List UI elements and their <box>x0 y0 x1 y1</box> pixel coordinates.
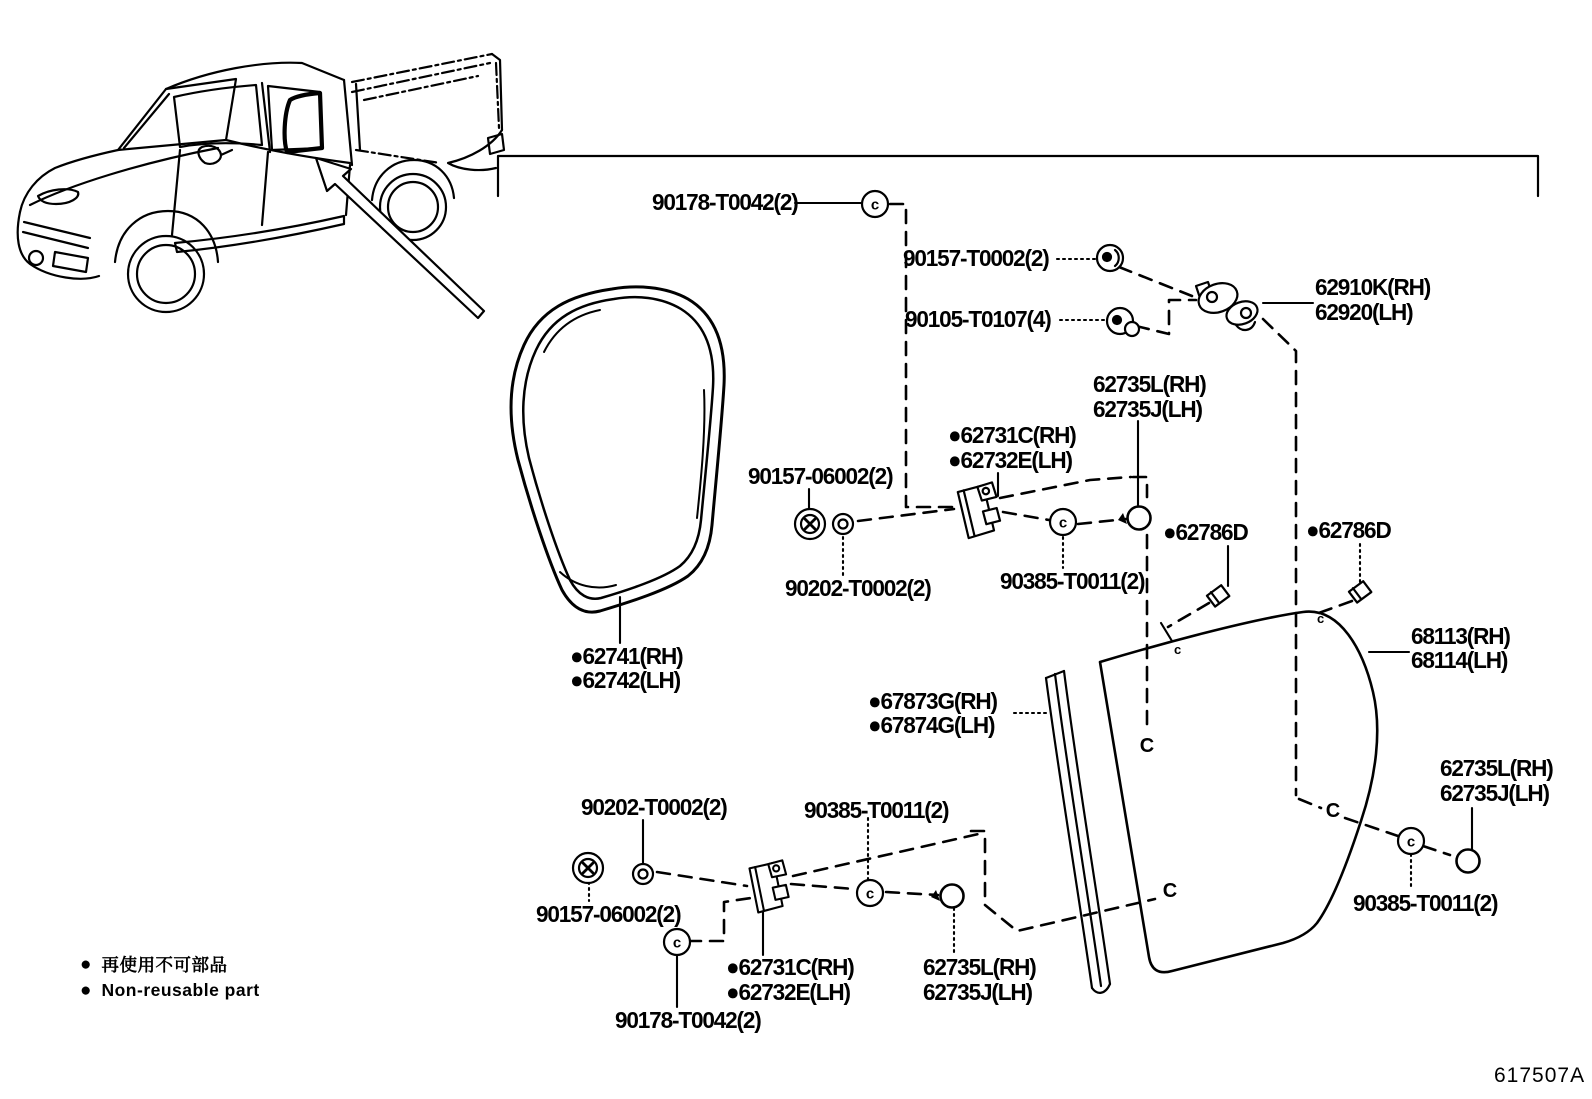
part-label-90157-06002-up[interactable]: 90157-06002(2) <box>748 463 893 489</box>
part-label-62786d-left[interactable]: ●62786D <box>1163 519 1248 545</box>
legend-text-en: Non-reusable part <box>101 979 260 1000</box>
bolt-icon <box>1107 308 1139 336</box>
svg-text:c: c <box>1317 611 1325 626</box>
part-label-62731c-low[interactable]: ●62731C(RH) <box>726 954 854 980</box>
part-label-62732e-low[interactable]: ●62732E(LH) <box>726 979 850 1005</box>
part-label-67873g-rh[interactable]: ●67873G(RH) <box>868 688 997 714</box>
part-label-90178-t0042-top[interactable]: 90178-T0042(2) <box>652 189 798 215</box>
grommet-icon <box>833 514 853 534</box>
location-arrow <box>316 158 484 318</box>
part-label-62735l-mid[interactable]: 62735L(RH) <box>1093 371 1206 397</box>
edge-c-mark <box>1174 642 1181 657</box>
part-label-62735l-low[interactable]: 62735L(RH) <box>923 954 1036 980</box>
screw-icon <box>795 509 825 539</box>
part-label-90385-t0011-up[interactable]: 90385-T0011(2) <box>1000 568 1145 594</box>
part-label-62735j-right[interactable]: 62735J(LH) <box>1440 780 1549 806</box>
part-label-62732e-mid[interactable]: ●62732E(LH) <box>948 447 1072 473</box>
diagram-code: 617507A <box>1494 1064 1586 1087</box>
non-reusable-bullet-icon: ● <box>80 979 92 1001</box>
svg-text:c: c <box>1174 642 1182 657</box>
c-marker-icon <box>1398 828 1424 854</box>
grommet-icon <box>633 864 653 884</box>
part-label-68114-lh[interactable]: 68114(LH) <box>1411 647 1508 673</box>
part-label-90105-t0107[interactable]: 90105-T0107(4) <box>905 306 1051 332</box>
quarter-glass-illustration <box>1100 612 1377 973</box>
part-label-62786d-right[interactable]: ●62786D <box>1306 517 1391 543</box>
part-label-62920-lh[interactable]: 62920(LH) <box>1315 299 1413 325</box>
part-label-90385-t0011-low[interactable]: 90385-T0011(2) <box>804 797 949 823</box>
weatherstrip-illustration <box>511 287 724 612</box>
holder-icon <box>931 885 964 908</box>
svg-text:c: c <box>1406 833 1416 851</box>
part-label-90178-t0042-low[interactable]: 90178-T0042(2) <box>615 1007 761 1033</box>
part-label-68113-rh[interactable]: 68113(RH) <box>1411 623 1510 649</box>
section-markers <box>1140 735 1340 902</box>
legend-row-jp <box>80 951 260 977</box>
glass-run-illustration <box>1046 671 1110 993</box>
c-marker-icon <box>862 191 888 217</box>
screw-icon <box>573 853 603 883</box>
c-marker-icon <box>1050 509 1076 535</box>
svg-text:c: c <box>865 885 875 903</box>
c-marker-icon <box>664 929 690 955</box>
part-label-90385-t0011-right[interactable]: 90385-T0011(2) <box>1353 890 1498 916</box>
part-label-90157-06002-low[interactable]: 90157-06002(2) <box>536 901 681 927</box>
channel-clip-icon <box>749 860 789 913</box>
part-label-90202-t0002-low[interactable]: 90202-T0002(2) <box>581 794 727 820</box>
part-label-90202-t0002-up[interactable]: 90202-T0002(2) <box>785 575 931 601</box>
part-label-62731c-mid[interactable]: ●62731C(RH) <box>948 422 1076 448</box>
part-label-90157-t0002[interactable]: 90157-T0002(2) <box>903 245 1049 271</box>
part-label-67874g-lh[interactable]: ●67874G(LH) <box>868 712 995 738</box>
svg-text:C: C <box>1139 735 1155 757</box>
svg-text:C: C <box>1325 800 1341 822</box>
c-marker-icon <box>857 880 883 906</box>
svg-text:c: c <box>1058 514 1068 532</box>
legend <box>80 951 260 1003</box>
edge-c-mark <box>1317 611 1324 626</box>
legend-row-en <box>80 977 260 1003</box>
part-label-62910k-rh[interactable]: 62910K(RH) <box>1315 274 1431 300</box>
part-label-62741-rh[interactable]: ●62741(RH) <box>570 643 683 669</box>
svg-text:c: c <box>672 934 682 952</box>
part-label-62735j-mid[interactable]: 62735J(LH) <box>1093 396 1202 422</box>
part-label-62735j-low[interactable]: 62735J(LH) <box>923 979 1032 1005</box>
channel-clip-icon <box>957 482 1001 539</box>
lock-assembly-icon <box>1194 278 1260 330</box>
part-label-62742-lh[interactable]: ●62742(LH) <box>570 667 680 693</box>
part-label-62735l-right[interactable]: 62735L(RH) <box>1440 755 1553 781</box>
svg-text:C: C <box>1162 880 1178 902</box>
holder-icon <box>1457 850 1480 873</box>
nut-icon <box>1097 245 1123 271</box>
holder-icon <box>1118 507 1151 530</box>
non-reusable-bullet-icon: ● <box>80 953 92 975</box>
legend-text-jp: 再使用不可部品 <box>101 954 228 975</box>
svg-text:c: c <box>870 196 880 214</box>
